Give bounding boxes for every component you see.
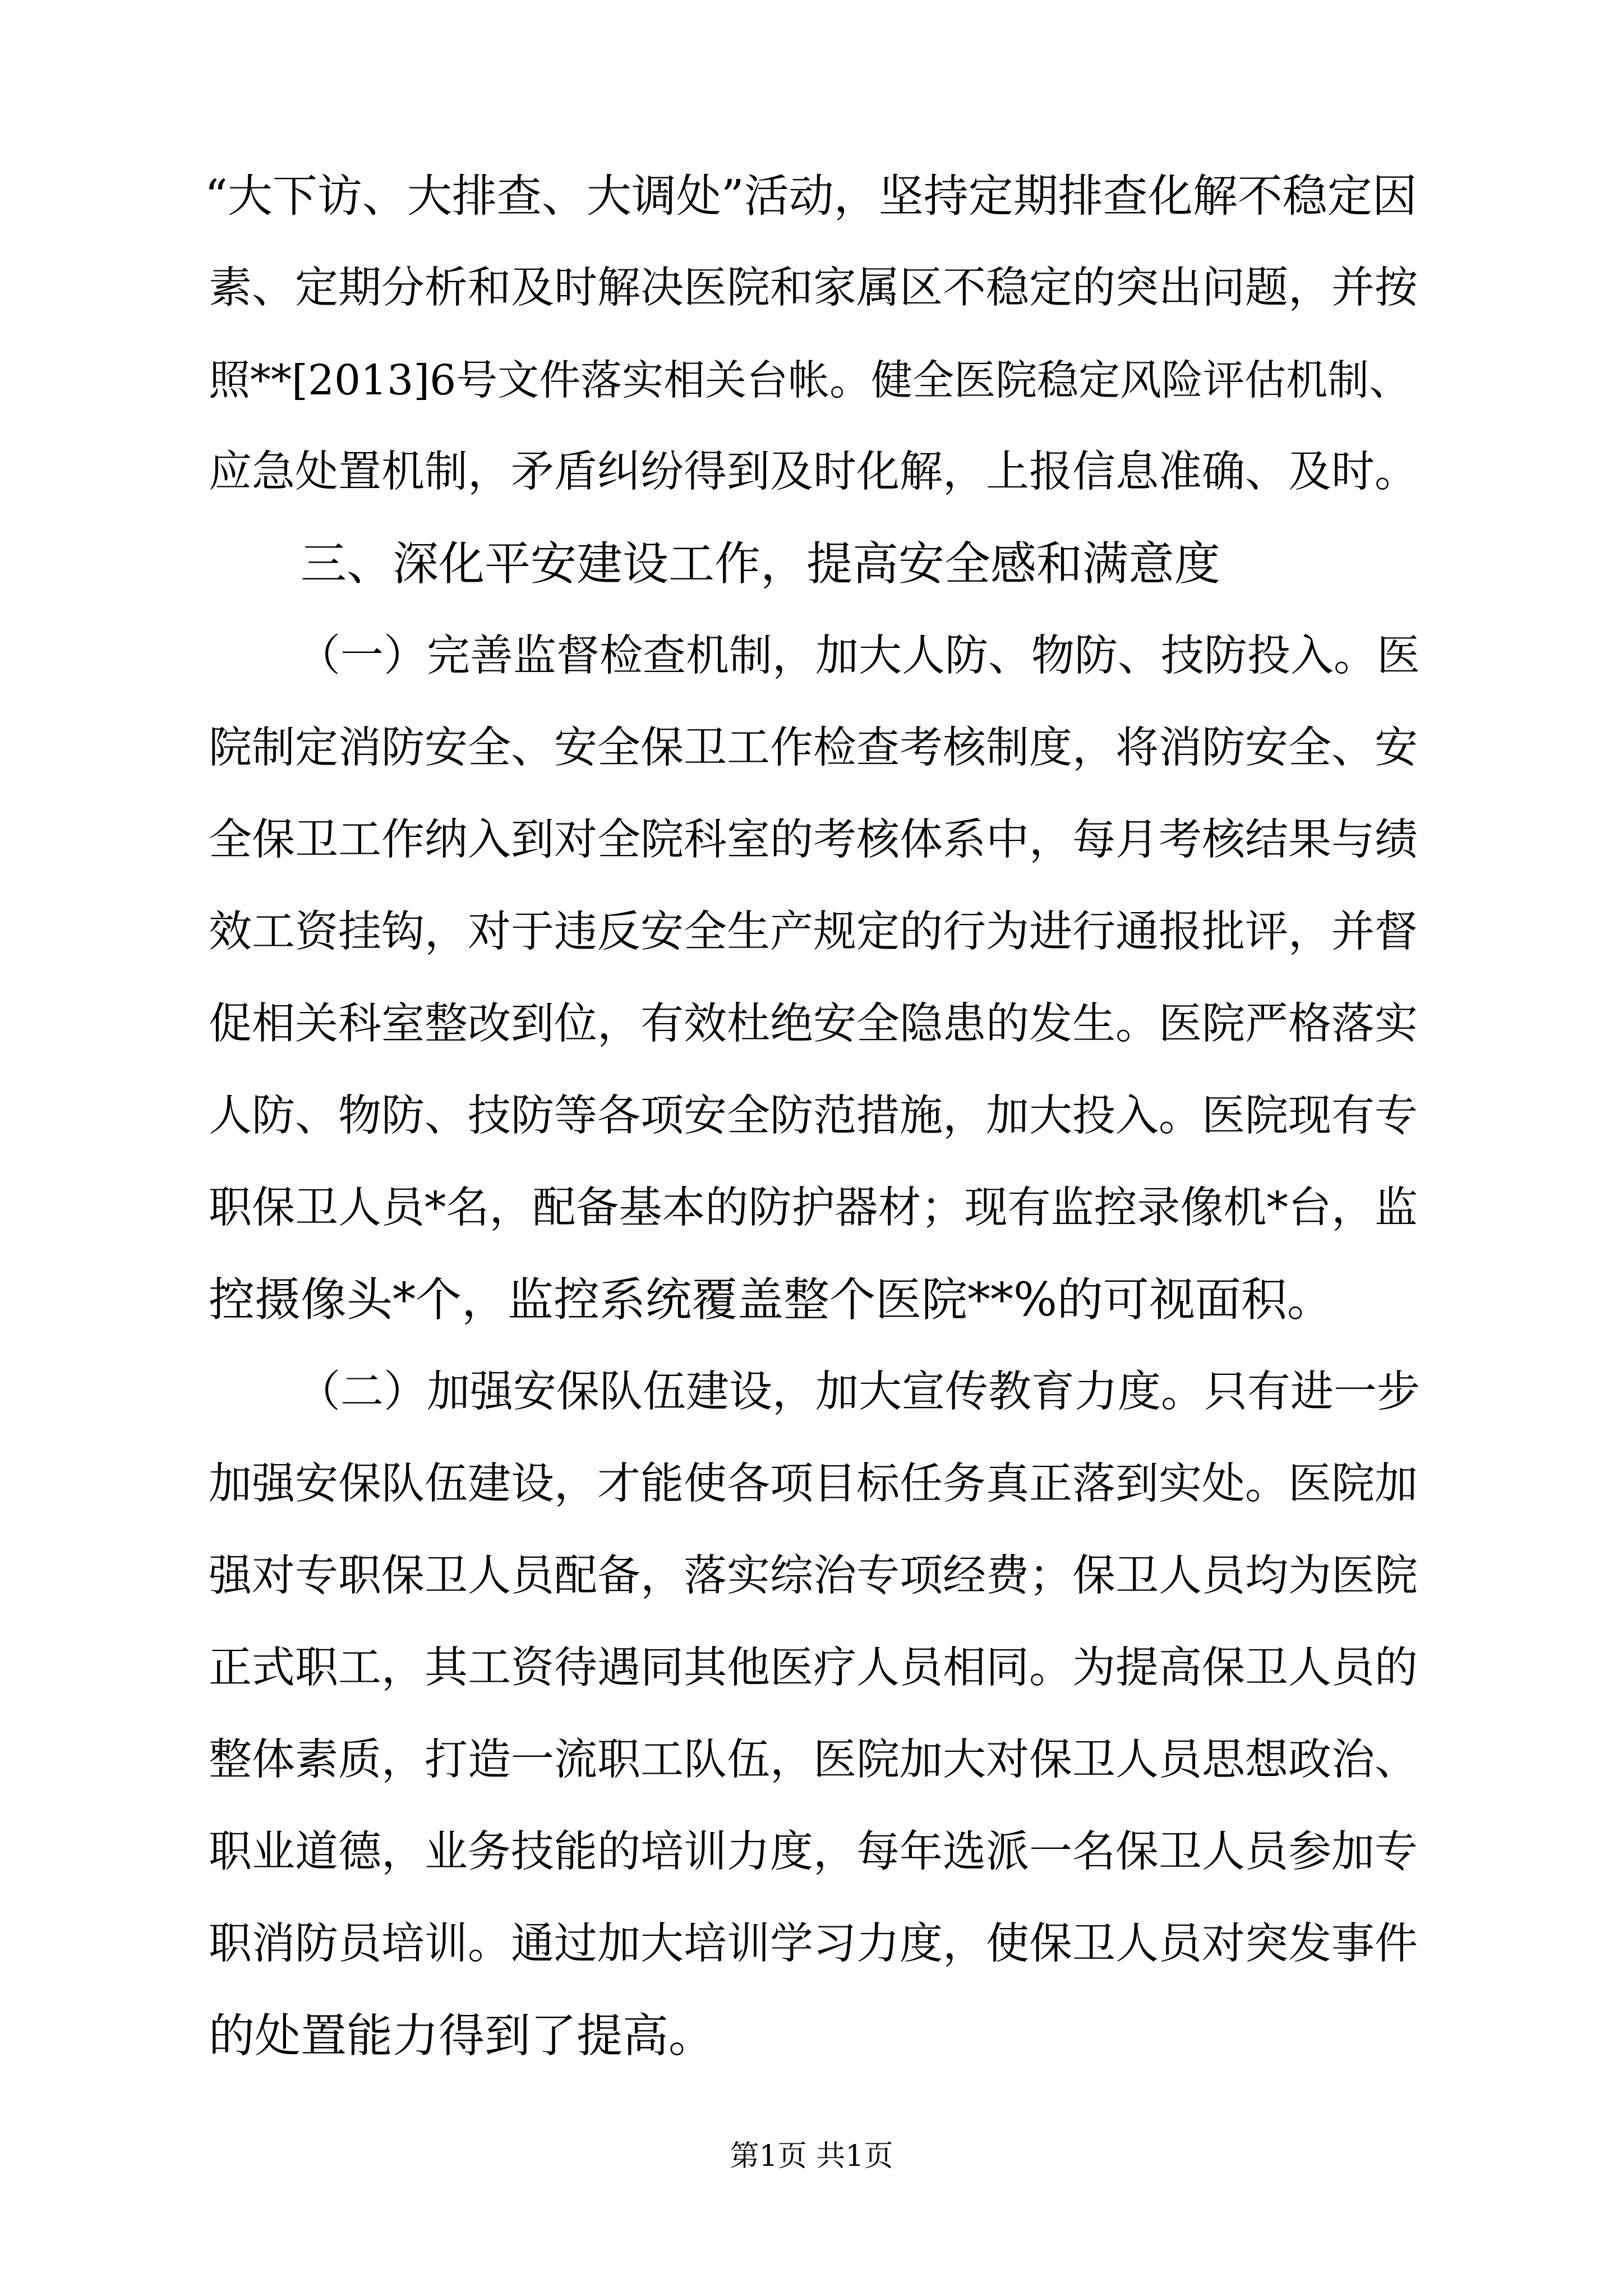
body-text-line: （一）完善监督检查机制，加大人防、物防、技防投入。医 [297, 631, 1420, 681]
body-text-line: 职保卫人员*名，配备基本的防护器材；现有监控录像机*台，监 [209, 1183, 1418, 1233]
body-text-line: 素、定期分析和及时解决医院和家属区不稳定的突出问题，并按 [209, 263, 1418, 313]
body-text-line: 促相关科室整改到位，有效杜绝安全隐患的发生。医院严格落实 [209, 999, 1418, 1049]
body-text-line: 全保卫工作纳入到对全院科室的考核体系中，每月考核结果与绩 [209, 815, 1418, 865]
body-text-line: 职消防员培训。通过加大培训学习力度，使保卫人员对突发事件 [209, 1919, 1418, 1969]
body-text-line: 强对专职保卫人员配备，落实综治专项经费；保卫人员均为医院 [209, 1551, 1418, 1601]
body-text-line: 正式职工，其工资待遇同其他医疗人员相同。为提高保卫人员的 [209, 1643, 1418, 1693]
body-text-line: 应急处置机制，矛盾纠纷得到及时化解，上报信息准确、及时。 [209, 447, 1418, 497]
section-heading: 三、深化平安建设工作，提高安全感和满意度 [301, 537, 1221, 591]
body-text-line: 人防、物防、技防等各项安全防范措施，加大投入。医院现有专 [209, 1091, 1418, 1141]
body-text-line: 控摄像头*个，监控系统覆盖整个医院**%的可视面积。 [209, 1273, 1333, 1327]
body-text-line: 加强安保队伍建设，才能使各项目标任务真正落到实处。医院加 [209, 1459, 1418, 1509]
body-text-line: “大下访、大排查、大调处”活动，坚持定期排查化解不稳定因 [205, 170, 1417, 222]
body-text-line: 院制定消防安全、安全保卫工作检查考核制度，将消防安全、安 [209, 723, 1418, 773]
page-number-footer: 第1页 共1页 [730, 2139, 893, 2173]
body-text-line: 职业道德，业务技能的培训力度，每年选派一名保卫人员参加专 [209, 1827, 1418, 1877]
body-text-line: 效工资挂钩，对于违反安全生产规定的行为进行通报批评，并督 [209, 907, 1418, 957]
body-text-line: 整体素质，打造一流职工队伍，医院加大对保卫人员思想政治、 [209, 1735, 1418, 1785]
body-text-line: 的处置能力得到了提高。 [209, 2009, 715, 2063]
body-text-line: （二）加强安保队伍建设，加大宣传教育力度。只有进一步 [297, 1367, 1420, 1417]
body-text-line: 照**[2013]6号文件落实相关台帐。健全医院稳定风险评估机制、 [209, 356, 1411, 404]
